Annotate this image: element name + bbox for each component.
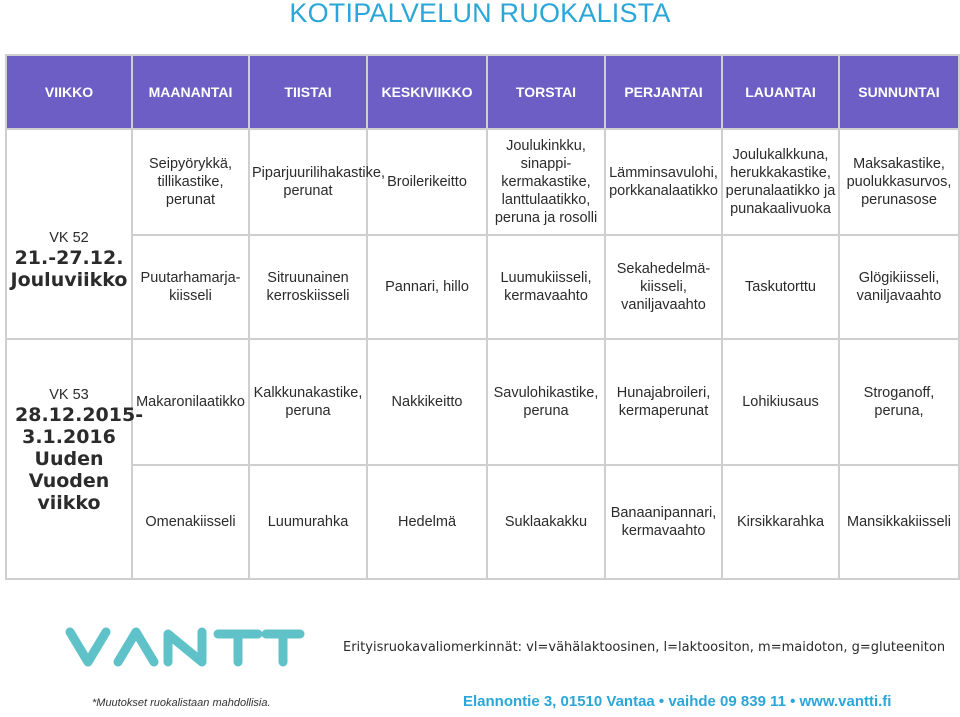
menu-item-dessert: Banaanipannari, kermavaahto [605,465,722,579]
week2-dessert-row [6,465,959,579]
header-cell: TORSTAI [487,55,605,129]
menu-item-main: Lämminsavulohi, porkkanalaatikko [605,129,722,235]
menu-item-main: Hunajabroileri, kermaperunat [605,339,722,465]
menu-item-dessert: Glögikiisseli, vaniljavaahto [839,235,959,339]
menu-item-main: Nakkikeitto [367,339,487,465]
page-title: KOTIPALVELUN RUOKALISTA [289,0,671,28]
menu-item-dessert: Sekahedelmä-kiisseli, vaniljavaahto [605,235,722,339]
menu-item-main: Broilerikeitto [367,129,487,235]
menu-item-main: Kalkkunakastike, peruna [249,339,367,465]
menu-item-main: Lohikiusaus [722,339,839,465]
week1-label [6,129,132,339]
header-cell: SUNNUNTAI [839,55,959,129]
menu-item-dessert: Hedelmä [367,465,487,579]
menu-item-dessert: Luumurahka [249,465,367,579]
footer-note: *Muutokset ruokalistaan mahdollisia. [92,697,271,709]
header-cell: TIISTAI [249,55,367,129]
week-dates: 21.-27.12. [14,247,124,269]
menu-item-dessert: Taskutorttu [722,235,839,339]
header-cell: LAUANTAI [722,55,839,129]
header-cell: MAANANTAI [132,55,249,129]
menu-item-main: Savulohikastike, peruna [487,339,605,465]
menu-item-dessert: Kirsikkarahka [722,465,839,579]
menu-item-dessert: Sitruunainen kerroskiisseli [249,235,367,339]
header-cell: VIIKKO [6,55,132,129]
menu-item-dessert: Puutarhamarja-kiisseli [132,235,249,339]
header-row [6,55,959,129]
menu-item-dessert: Omenakiisseli [132,465,249,579]
menu-item-dessert: Luumukiisseli, kermavaahto [487,235,605,339]
menu-item-main: Stroganoff, peruna, [839,339,959,465]
menu-item-dessert: Pannari, hillo [367,235,487,339]
week1-dessert-row [6,235,959,339]
header-cell: PERJANTAI [605,55,722,129]
menu-item-main: Seipyörykkä, tillikastike, perunat [132,129,249,235]
menu-item-main: Joulukalkkuna, herukkakastike, perunalaatikko ja punakaalivuoka [722,129,839,235]
menu-item-dessert: Mansikkakiisseli [839,465,959,579]
week-name: Uuden Vuoden viikko [28,448,110,514]
week2-label [6,339,144,579]
menu-table [5,54,960,580]
footer-address: Elannontie 3, 01510 Vantaa • vaihde 09 839 11 • www.vantti.fi [463,693,892,710]
week-number: VK 52 [49,230,89,246]
header-cell: KESKIVIIKKO [367,55,487,129]
diet-note: Erityisruokavaliomerkinnät: vl=vähälaktoosinen, l=laktoositon, m=maidoton, g=gluteeniton [343,640,946,655]
menu-item-dessert: Suklaakakku [487,465,605,579]
menu-item-main: Maksakastike, puolukkasurvos, perunasose [839,129,959,235]
menu-item-main: Makaronilaatikko [132,339,249,465]
week-dates: 28.12.2015-3.1.2016 [15,404,144,448]
week-number: VK 53 [49,387,89,403]
week1-main-row [6,129,959,235]
menu-item-main: Piparjuurilihakastike, perunat [249,129,367,235]
menu-item-main: Joulukinkku, sinappi-kermakastike, lanttulaatikko, peruna ja rosolli [487,129,605,235]
vantti-logo-icon [62,624,312,670]
week2-main-row [6,339,959,465]
week-name: Jouluviikko [10,269,128,291]
